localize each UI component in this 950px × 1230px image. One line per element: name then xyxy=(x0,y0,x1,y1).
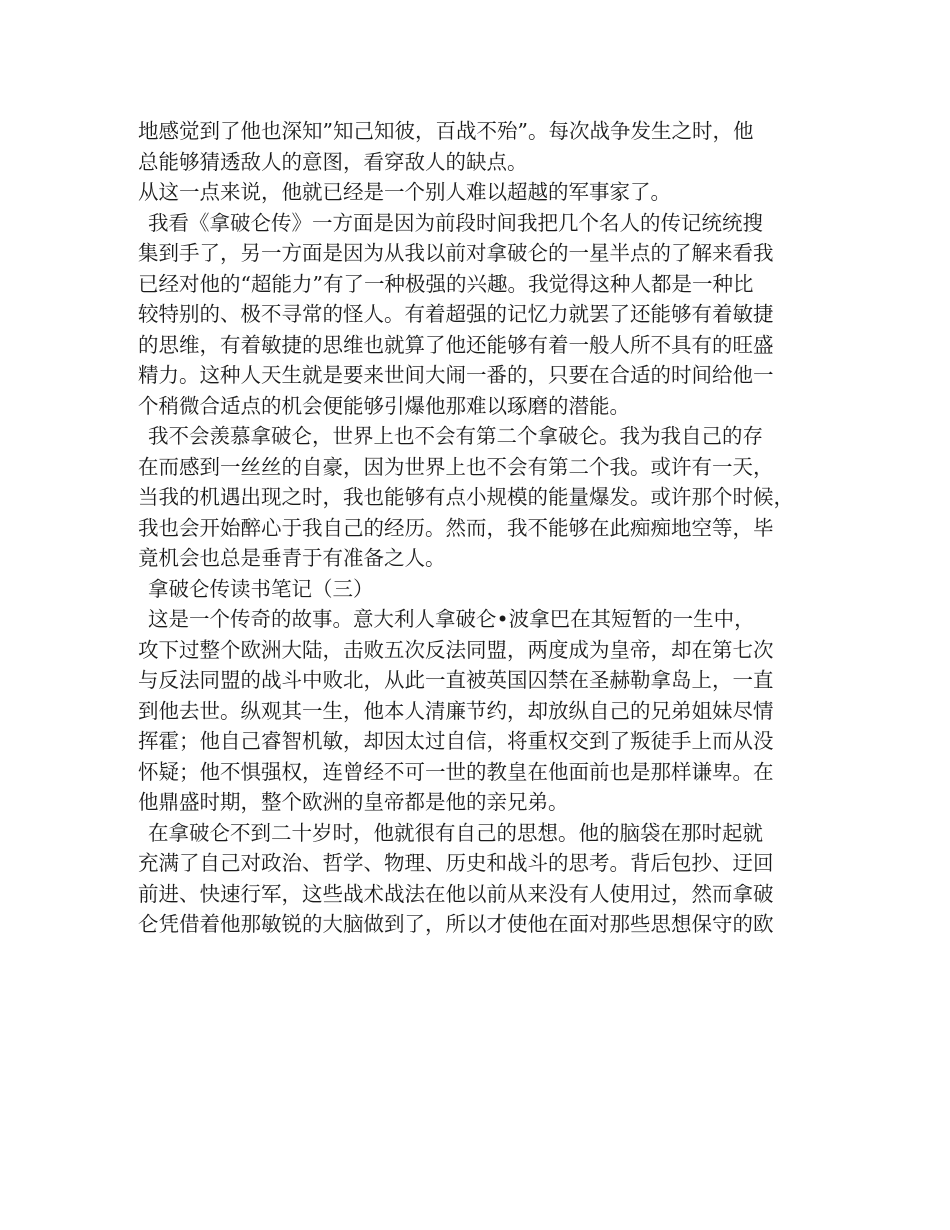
text-line-6: 已经对他的“超能力”有了一种极强的兴趣。我觉得这种人都是一种比 xyxy=(138,271,754,296)
paragraph-start-line: 在拿破仑不到二十岁时，他就很有自己的思想。他的脑袋在那时起就 xyxy=(148,820,763,845)
text-line-21: 挥霍；他自己睿智机敏，却因太过自信，将重权交到了叛徒手上而从没 xyxy=(138,729,774,753)
section-heading: 拿破仑传读书笔记（三） xyxy=(148,576,374,601)
text-line-12: 在而感到一丝丝的自豪，因为世界上也不会有第二个我。或许有一天， xyxy=(138,454,774,479)
text-line-26: 前进、快速行军，这些战术战法在他以前从来没有人使用过，然而拿破 xyxy=(138,881,774,906)
text-line-13: 当我的机遇出现之时，我也能够有点小规模的能量爆发。或许那个时候， xyxy=(138,485,794,509)
text-line-7: 较特别的、极不寻常的怪人。有着超强的记忆力就罢了还能够有着敏捷 xyxy=(138,302,774,326)
document-page xyxy=(138,116,828,940)
text-line-9: 精力。这种人天生就是要来世间大闹一番的，只要在合适的时间给他一 xyxy=(138,363,774,387)
text-line-27: 仑凭借着他那敏锐的大脑做到了，所以才使他在面对那些思想保守的欧 xyxy=(138,912,774,936)
text-line-14: 我也会开始醉心于我自己的经历。然而，我不能够在此痴痴地空等，毕 xyxy=(138,515,774,540)
text-line-1: 地感觉到了他也深知”知己知彼，百战不殆”。每次战争发生之时，他 xyxy=(138,119,754,143)
text-line-19: 与反法同盟的战斗中败北，从此一直被英国囚禁在圣赫勒拿岛上，一直 xyxy=(138,668,774,692)
paragraph-start-line: 这是一个传奇的故事。意大利人拿破仑•波拿巴在其短暂的一生中， xyxy=(148,607,755,631)
paragraph-start-line: 我不会羡慕拿破仑，世界上也不会有第二个拿破仑。我为我自己的存 xyxy=(148,424,763,448)
text-line-20: 到他去世。纵观其一生，他本人清廉节约，却放纵自己的兄弟姐妹尽情 xyxy=(138,698,774,723)
text-line-18: 攻下过整个欧洲大陆，击败五次反法同盟，两度成为皇帝，却在第七次 xyxy=(138,637,774,662)
paragraph-start-line: 我看《拿破仑传》一方面是因为前段时间我把几个名人的传记统统搜 xyxy=(148,210,763,235)
text-line-3: 从这一点来说，他就已经是一个别人难以超越的军事家了。 xyxy=(138,180,671,204)
text-line-22: 怀疑；他不惧强权，连曾经不可一世的教皇在他面前也是那样谦卑。在 xyxy=(138,759,774,784)
text-line-10: 个稍微合适点的机会便能够引爆他那难以琢磨的潜能。 xyxy=(138,393,630,418)
text-line-5: 集到手了，另一方面是因为从我以前对拿破仑的一星半点的了解来看我 xyxy=(138,241,774,265)
text-line-25: 充满了自己对政治、哲学、物理、历史和战斗的思考。背后包抄、迂回 xyxy=(138,851,774,875)
text-line-8: 的思维，有着敏捷的思维也就算了他还能够有着一般人所不具有的旺盛 xyxy=(138,332,774,357)
text-line-23: 他鼎盛时期，整个欧洲的皇帝都是他的亲兄弟。 xyxy=(138,790,569,814)
text-line-15: 竟机会也总是垂青于有准备之人。 xyxy=(138,546,446,570)
text-line-2: 总能够猜透敌人的意图，看穿敌人的缺点。 xyxy=(138,149,528,174)
